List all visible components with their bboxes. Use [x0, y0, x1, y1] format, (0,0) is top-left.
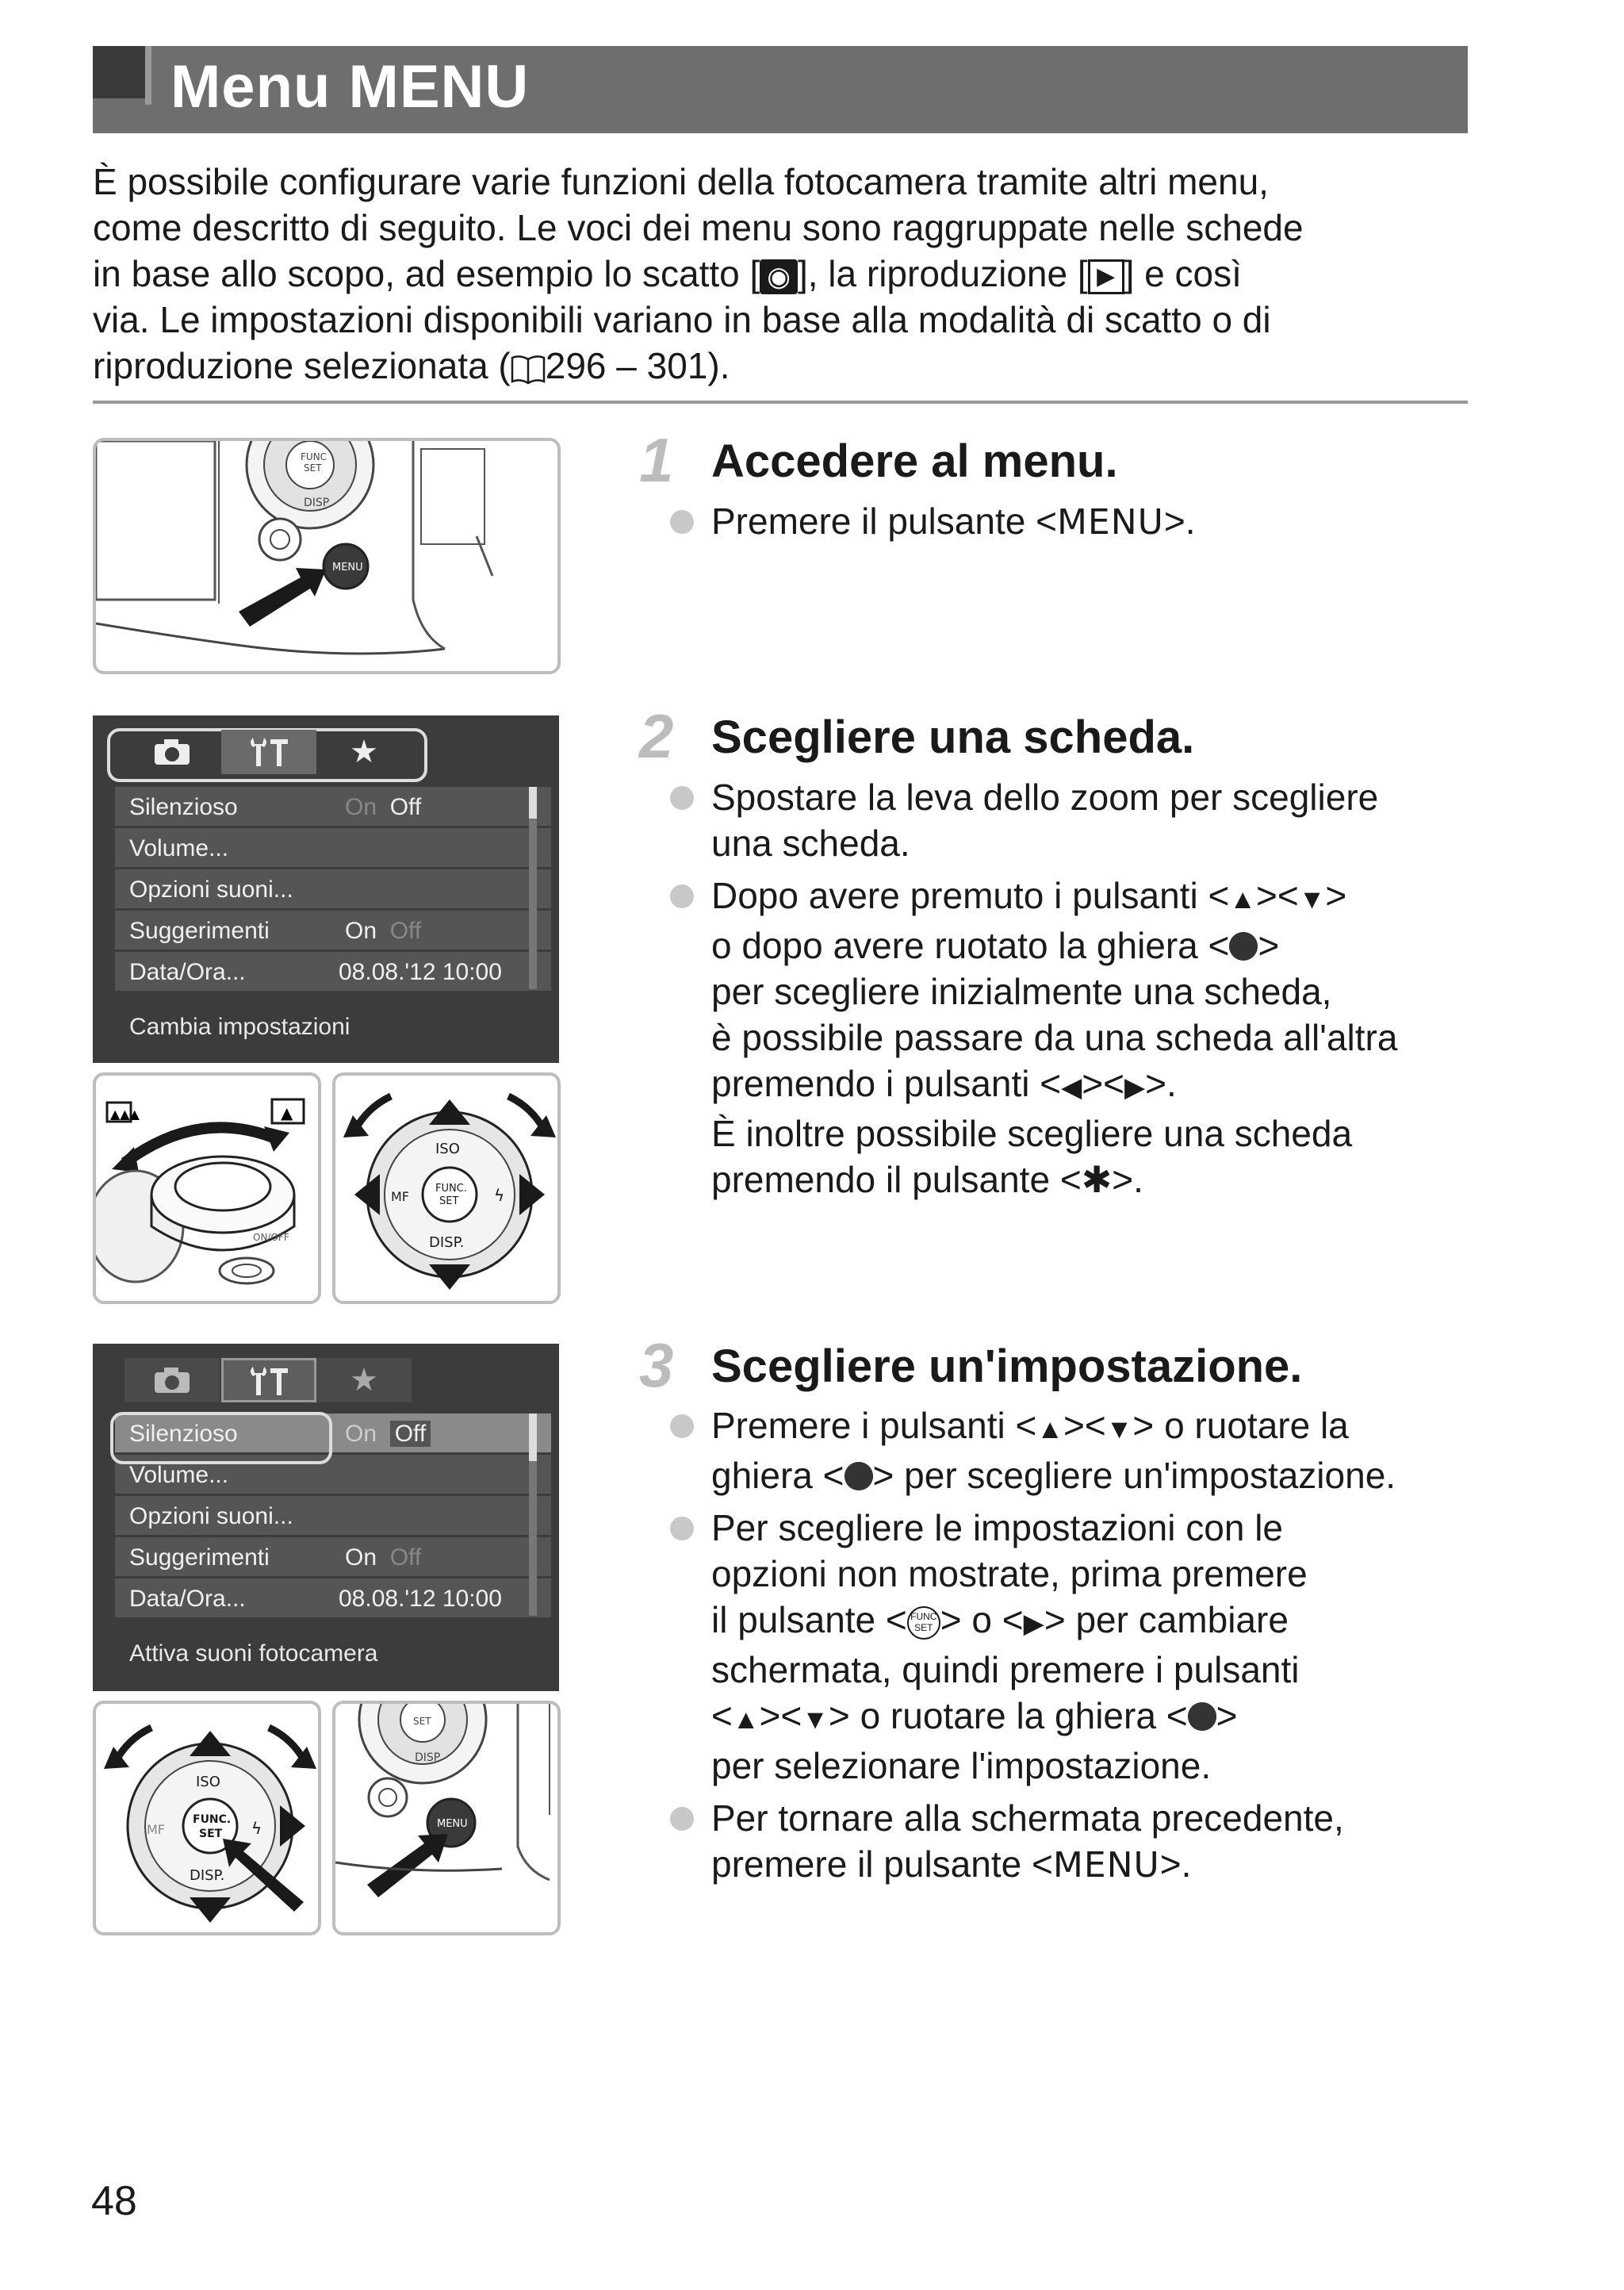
text: >.	[1159, 1843, 1192, 1885]
row-label: Volume...	[129, 835, 229, 861]
setup-wrench-icon	[245, 735, 293, 769]
intro-paragraph	[93, 159, 1473, 389]
intro-line-3-c: ] e così	[1124, 253, 1242, 294]
step-2-bullet-2	[670, 873, 1487, 1203]
tab-setup[interactable]	[221, 1358, 316, 1402]
text: ><	[759, 1695, 802, 1736]
row-label: Silenzioso	[129, 794, 238, 820]
svg-text:ISO: ISO	[435, 1141, 460, 1157]
text: ><	[1082, 1063, 1125, 1104]
step-2-bullet-1-line-1: Spostare la leva dello zoom per scegliere	[711, 777, 1379, 818]
svg-text:ON/OFF: ON/OFF	[253, 1232, 289, 1243]
step-1-bullet-1	[670, 498, 1487, 546]
svg-text:MF: MF	[391, 1189, 410, 1204]
step-1-bullet-1-text-b: >.	[1163, 501, 1196, 542]
step-3-bullet-1-line-2	[711, 1452, 1487, 1498]
row-value	[345, 911, 421, 952]
row-selection-outline	[110, 1412, 332, 1464]
control-dial-func-drawing	[96, 1704, 321, 1935]
illustration-control-dial-step2	[332, 1072, 561, 1304]
row-value: 08.08.'12 10:00	[339, 959, 502, 985]
row-label: Silenzioso	[129, 1421, 238, 1447]
menu-row-opzioni-suoni[interactable]	[115, 1496, 551, 1537]
step-1-bullets	[670, 498, 1487, 552]
step-3-bullet-3	[670, 1795, 1487, 1889]
text: premere il pulsante <	[711, 1843, 1053, 1885]
text: >.	[1145, 1063, 1177, 1104]
tab-my-menu[interactable]	[316, 730, 412, 774]
menu-button-glyph: MENU	[1056, 502, 1164, 543]
row-value	[345, 1414, 431, 1455]
text: >	[1325, 875, 1347, 916]
row-label: Suggerimenti	[129, 1544, 270, 1571]
svg-text:▲: ▲	[281, 1103, 293, 1122]
step-3-bullet-1-line-1	[711, 1402, 1487, 1452]
row-label: Volume...	[129, 1462, 229, 1488]
text: > per cambiare	[1044, 1599, 1289, 1640]
step-2-bullet-2-line-7	[711, 1157, 1487, 1203]
menu-row-data-ora[interactable]	[115, 1578, 551, 1620]
text: >	[1216, 1695, 1238, 1736]
row-value	[345, 1537, 421, 1578]
step-1-bullet-1-text-a: Premere il pulsante <	[711, 501, 1057, 542]
text: Premere i pulsanti <	[711, 1405, 1037, 1446]
text: ><	[1255, 875, 1299, 916]
svg-text:FUNC: FUNC	[301, 451, 327, 462]
tab-setup[interactable]	[221, 730, 316, 774]
intro-line-3	[93, 251, 1473, 297]
text: ><	[1063, 1405, 1106, 1446]
camera-icon	[153, 1366, 191, 1394]
value-off: Off	[389, 1544, 422, 1571]
text: > o <	[940, 1599, 1024, 1640]
scrollbar-knob[interactable]	[529, 787, 537, 819]
value-off: Off	[389, 794, 422, 820]
step-2-bullets	[670, 774, 1487, 1209]
text: <	[711, 1695, 733, 1736]
up-arrow-icon: ▲	[732, 1705, 760, 1735]
menu-button-glyph: MENU	[1052, 1845, 1160, 1885]
title-corner-dark	[93, 46, 145, 98]
illustration-control-dial-step3	[93, 1701, 321, 1935]
text: >.	[1112, 1159, 1143, 1200]
svg-text:MENU: MENU	[437, 1818, 468, 1830]
step-2-bullet-2-line-1	[711, 873, 1487, 923]
down-arrow-icon: ▼	[1298, 884, 1326, 915]
page-number: 48	[91, 2178, 137, 2224]
menu-row-suggerimenti[interactable]	[115, 911, 551, 952]
step-2-bullet-2-line-2	[711, 923, 1487, 969]
text: premendo il pulsante <	[711, 1159, 1082, 1200]
up-arrow-icon: ▲	[1229, 884, 1256, 915]
value-on: On	[345, 1421, 377, 1447]
value-on: On	[345, 794, 377, 820]
camera-icon	[153, 738, 191, 766]
step-1-title: Accedere al menu.	[711, 435, 1118, 487]
down-arrow-icon: ▼	[802, 1705, 829, 1735]
menu-tabs	[109, 730, 418, 774]
menu-row-suggerimenti[interactable]	[115, 1537, 551, 1578]
func-set-button-icon: FUNC SET	[907, 1606, 940, 1640]
step-2-bullet-1	[670, 774, 1487, 866]
row-label: Opzioni suoni...	[129, 1503, 293, 1529]
step-3-bullet-2-line-1: Per scegliere le impostazioni con le	[711, 1507, 1284, 1548]
menu-row-volume[interactable]	[115, 828, 551, 869]
step-3-bullets	[670, 1402, 1487, 1895]
value-on: On	[345, 918, 377, 944]
step-2-title: Scegliere una scheda.	[711, 712, 1195, 763]
tab-camera[interactable]	[124, 730, 220, 774]
svg-text:ISO: ISO	[196, 1774, 220, 1790]
svg-text:▲▲▲: ▲▲▲	[110, 1107, 140, 1122]
camera-back-drawing	[96, 441, 561, 674]
text: premendo i pulsanti <	[711, 1063, 1062, 1104]
step-3-bullet-3-line-1: Per tornare alla schermata precedente,	[711, 1797, 1344, 1839]
setup-wrench-icon	[245, 1364, 293, 1398]
menu-button-drawing	[335, 1704, 561, 1935]
func-label: FUNC.	[435, 1183, 467, 1195]
row-value: 08.08.'12 10:00	[339, 1586, 502, 1612]
step-3-title: Scegliere un'impostazione.	[711, 1341, 1303, 1392]
row-label: Opzioni suoni...	[129, 876, 293, 903]
step-3-bullet-2-line-4: schermata, quindi premere i pulsanti	[711, 1649, 1300, 1690]
svg-text:SET: SET	[413, 1716, 431, 1727]
control-dial-icon	[845, 1462, 873, 1490]
step-2-number: 2	[639, 701, 674, 771]
lcd-screen-choose-tab	[93, 715, 559, 1063]
text: > per scegliere un'impostazione.	[872, 1455, 1396, 1496]
lcd-screen-choose-setting	[93, 1344, 559, 1691]
playback-icon: ▶	[1088, 259, 1124, 294]
right-arrow-icon: ▶	[1124, 1072, 1146, 1103]
up-arrow-icon: ▲	[1036, 1414, 1064, 1444]
intro-line-1: È possibile configurare varie funzioni della fotocamera tramite altri menu,	[93, 161, 1269, 202]
tab-my-menu[interactable]	[316, 1358, 412, 1402]
step-3-bullet-2-line-3	[711, 1597, 1487, 1647]
step-3-number: 3	[639, 1330, 674, 1400]
menu-tabs	[109, 1358, 418, 1402]
svg-text:MENU: MENU	[332, 562, 363, 573]
tab-camera[interactable]	[124, 1358, 220, 1402]
step-2-bullet-1-line-2: una scheda.	[711, 823, 910, 864]
text: >	[1258, 925, 1280, 966]
intro-line-5-a: riproduzione selezionata (	[93, 345, 511, 386]
svg-text:SET: SET	[304, 462, 322, 474]
star-button-icon: ✱	[1081, 1159, 1113, 1200]
step-2-bullet-2-line-4: è possibile passare da una scheda all'altra	[711, 1017, 1398, 1058]
step-3-bullet-2-line-5	[711, 1693, 1487, 1743]
scrollbar[interactable]	[529, 1414, 537, 1616]
row-label: Data/Ora...	[129, 959, 246, 985]
right-arrow-icon: ▶	[1023, 1609, 1044, 1639]
star-icon: ★	[350, 735, 378, 769]
control-dial-icon	[1229, 932, 1258, 961]
star-icon: ★	[350, 1363, 378, 1398]
intro-line-2: come descritto di seguito. Le voci dei menu sono raggruppate nelle schede	[93, 207, 1304, 248]
control-dial-icon	[1188, 1702, 1216, 1731]
illustration-camera-menu-button	[93, 438, 561, 674]
svg-text:DISP.: DISP.	[429, 1234, 465, 1251]
svg-text:SET: SET	[199, 1828, 223, 1840]
step-3-bullet-2-line-2: opzioni non mostrate, prima premere	[711, 1553, 1308, 1594]
svg-text:ϟ: ϟ	[251, 1819, 262, 1838]
value-off: Off	[389, 918, 422, 944]
lcd-footer-hint: Cambia impostazioni	[129, 1014, 350, 1040]
control-dial-drawing	[335, 1076, 561, 1304]
svg-text:DISP: DISP	[304, 497, 330, 509]
text: > o ruotare la	[1132, 1405, 1349, 1446]
step-2-bullet-2-line-3: per scegliere inizialmente una scheda,	[711, 971, 1332, 1012]
svg-text:ϟ: ϟ	[494, 1186, 505, 1205]
step-3-bullet-1	[670, 1402, 1487, 1498]
step-2-bullet-2-line-5	[711, 1061, 1487, 1110]
row-label: Suggerimenti	[129, 918, 270, 944]
value-on: On	[345, 1544, 377, 1571]
scrollbar-knob[interactable]	[529, 1414, 537, 1461]
svg-text:DISP: DISP	[415, 1751, 441, 1764]
text: Dopo avere premuto i pulsanti <	[711, 875, 1230, 916]
step-3-bullet-2	[670, 1505, 1487, 1789]
step-2-bullet-2-line-6: È inoltre possibile scegliere una scheda	[711, 1113, 1353, 1154]
row-label: Data/Ora...	[129, 1586, 246, 1612]
value-off-selected: Off	[390, 1421, 431, 1447]
scrollbar[interactable]	[529, 787, 537, 989]
page-title: Menu MENU	[170, 53, 530, 121]
text: > o ruotare la ghiera <	[828, 1695, 1188, 1736]
step-1-number: 1	[639, 425, 674, 495]
title-corner-light	[145, 46, 151, 105]
book-reference-icon	[511, 353, 546, 385]
menu-rows	[115, 787, 551, 993]
step-3-bullet-3-line-2	[711, 1841, 1487, 1889]
lcd-footer-hint: Attiva suoni fotocamera	[129, 1640, 378, 1667]
zoom-lever-drawing	[96, 1076, 321, 1304]
text: il pulsante <	[711, 1599, 907, 1640]
left-arrow-icon: ◀	[1061, 1072, 1082, 1103]
intro-divider	[93, 401, 1468, 404]
menu-row-opzioni-suoni[interactable]	[115, 869, 551, 911]
text: ghiera <	[711, 1455, 845, 1496]
menu-row-silenzioso[interactable]	[115, 787, 551, 828]
svg-text:FUNC.: FUNC.	[193, 1813, 232, 1826]
camera-tab-icon: ◉	[760, 259, 798, 294]
svg-text:DISP.: DISP.	[190, 1867, 225, 1884]
down-arrow-icon: ▼	[1105, 1414, 1133, 1444]
intro-line-5	[93, 343, 1473, 389]
intro-line-5-b: 296 – 301).	[545, 345, 730, 386]
intro-line-3-a: in base allo scopo, ad esempio lo scatto [	[93, 253, 760, 294]
text: o dopo avere ruotato la ghiera <	[711, 925, 1230, 966]
svg-text:MF: MF	[147, 1822, 166, 1837]
illustration-zoom-lever	[93, 1072, 321, 1304]
intro-line-3-b: ], la riproduzione [	[797, 253, 1088, 294]
step-3-bullet-2-line-6: per selezionare l'impostazione.	[711, 1745, 1212, 1786]
illustration-menu-button-step3	[332, 1701, 561, 1935]
intro-line-4: via. Le impostazioni disponibili variano in base alla modalità di scatto o di	[93, 299, 1271, 340]
row-value	[345, 787, 421, 828]
svg-text:SET: SET	[439, 1195, 459, 1207]
menu-row-data-ora[interactable]	[115, 952, 551, 993]
